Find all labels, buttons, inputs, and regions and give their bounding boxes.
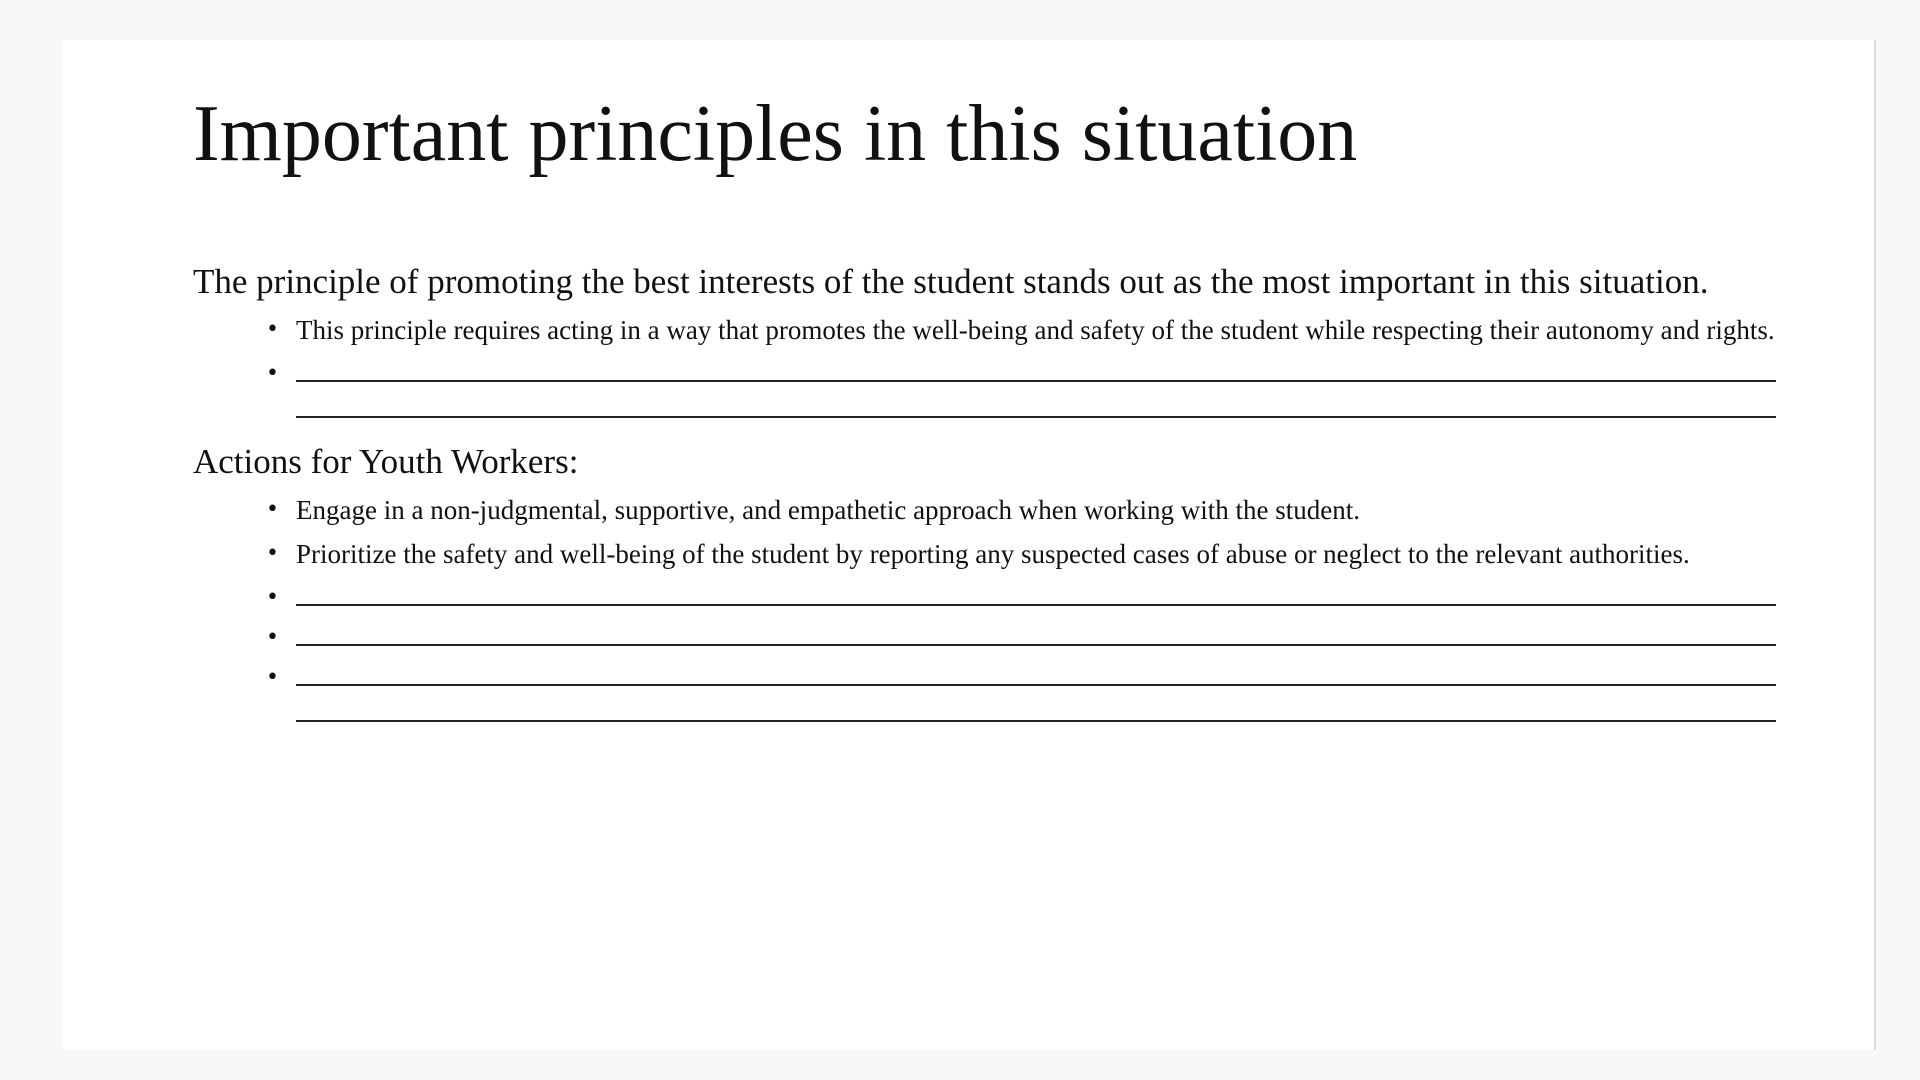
actions-heading: Actions for Youth Workers: — [193, 442, 579, 481]
blank-list-item — [266, 660, 1776, 722]
blank-list-item — [266, 580, 1776, 610]
bullet-icon: • — [266, 541, 279, 566]
bullet-icon: • — [266, 625, 279, 650]
bullet-icon: • — [266, 585, 279, 610]
list-item — [266, 312, 1776, 348]
list-item — [266, 492, 1776, 528]
bullet-icon: • — [266, 665, 279, 690]
slide-page — [63, 40, 1876, 1050]
principle-bullet-text: This principle requires acting in a way that promotes the well-being and safety of the student while respecting their autonomy and rights. — [296, 315, 1775, 345]
intro-paragraph: The principle of promoting the best interests of the student stands out as the most important in this situation. — [193, 262, 1709, 301]
bullet-icon: • — [266, 497, 279, 522]
fill-in-line[interactable] — [296, 700, 1776, 722]
slide-title: Important principles in this situation — [193, 90, 1358, 178]
fill-in-line[interactable] — [296, 360, 1776, 382]
list-item — [266, 536, 1776, 572]
fill-in-line[interactable] — [296, 584, 1776, 606]
action-bullet-text: Prioritize the safety and well-being of the student by reporting any suspected cases of abuse or neglect to the relevant authorities. — [296, 539, 1690, 569]
slide-content — [193, 40, 1793, 736]
fill-in-line[interactable] — [296, 624, 1776, 646]
fill-in-line[interactable] — [296, 396, 1776, 418]
principle-list — [193, 312, 1776, 418]
bullet-icon: • — [266, 361, 279, 386]
blank-list-item — [266, 356, 1776, 418]
blank-list-item — [266, 620, 1776, 650]
bullet-icon: • — [266, 317, 279, 342]
fill-in-line[interactable] — [296, 664, 1776, 686]
actions-list — [193, 492, 1776, 722]
action-bullet-text: Engage in a non-judgmental, supportive, and empathetic approach when working with the student. — [296, 495, 1360, 525]
